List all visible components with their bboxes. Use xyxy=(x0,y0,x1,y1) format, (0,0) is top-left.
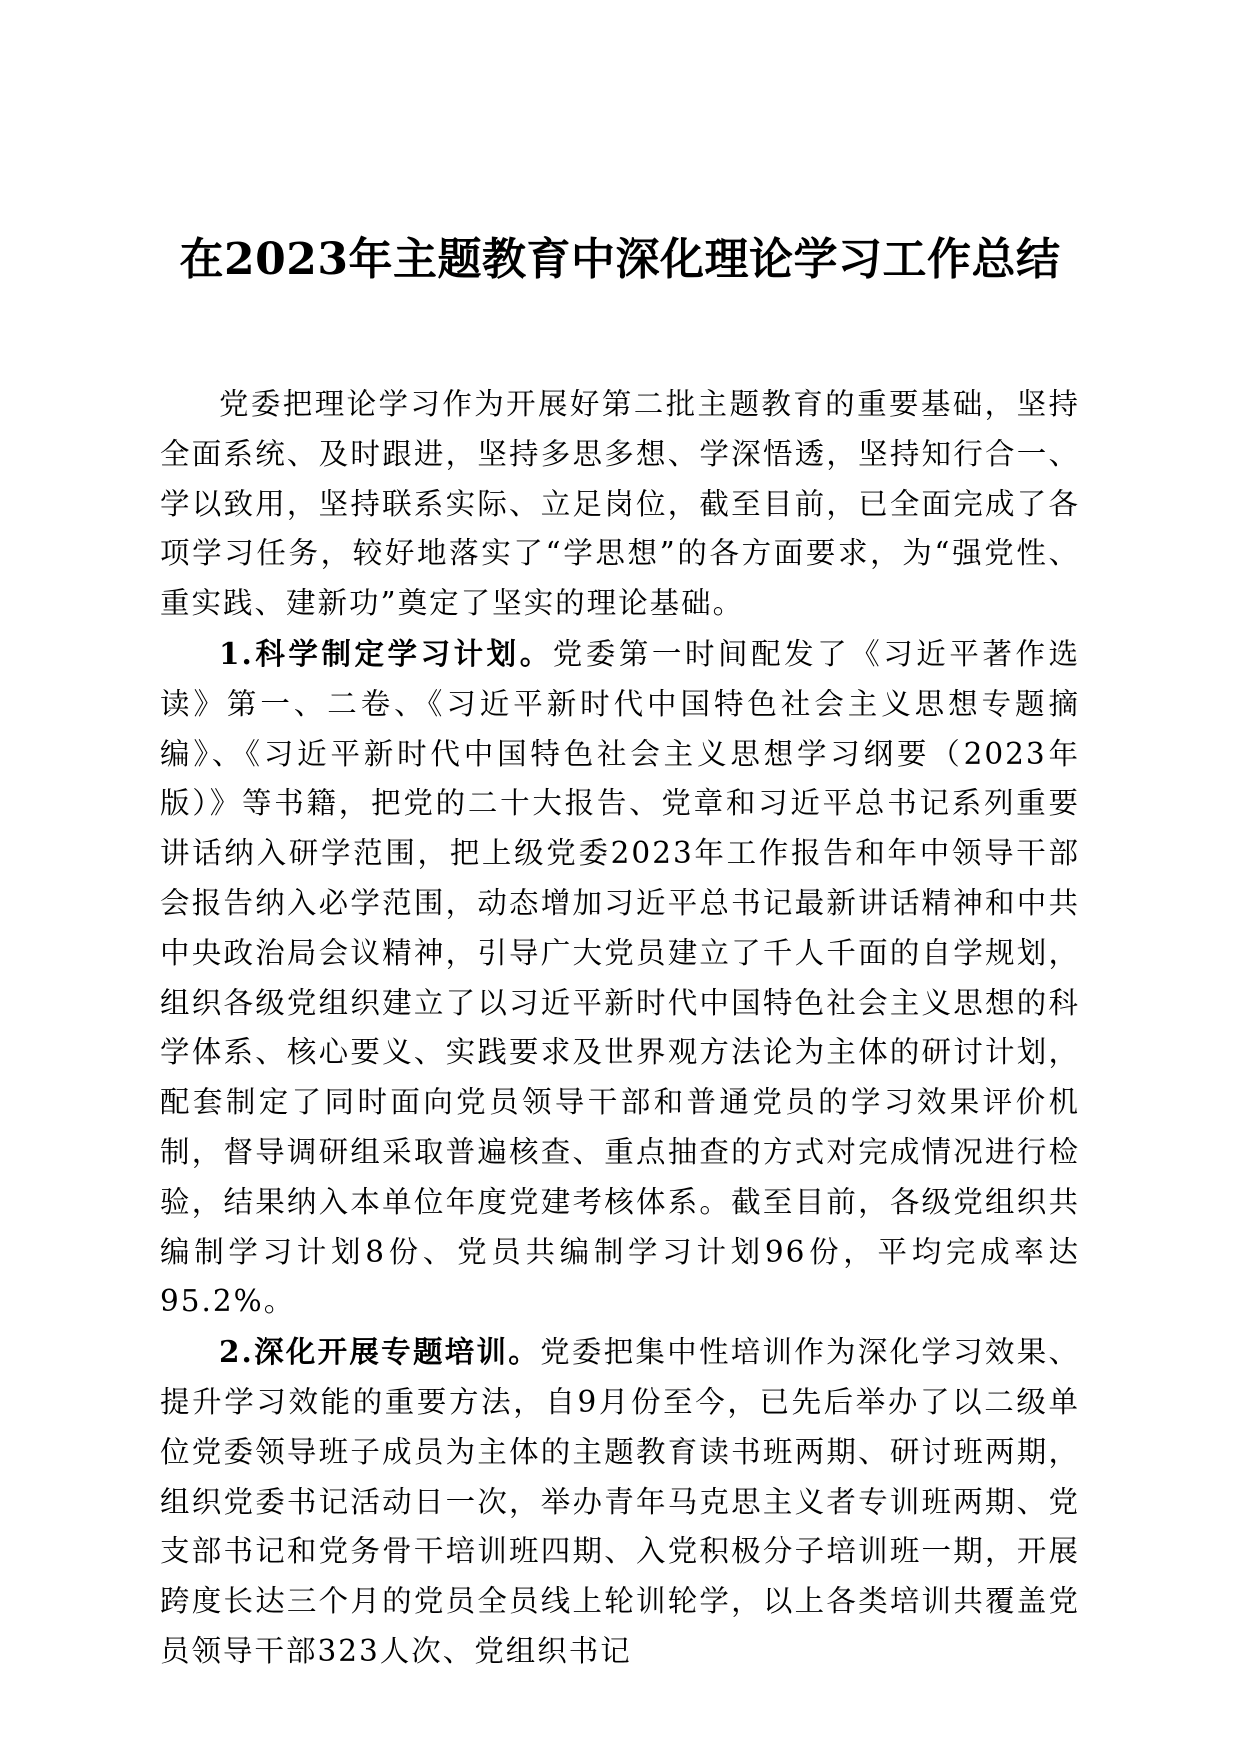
paragraph-1 xyxy=(160,629,1080,1327)
paragraph-intro-text: 党委把理论学习作为开展好第二批主题教育的重要基础，坚持全面系统、及时跟进，坚持多思多想、学深悟透，坚持知行合一、学以致用，坚持联系实际、立足岗位，截至目前，已全面完成了各项学习任务，较好地落实了“学思想”的各方面要求，为“强党性、重实践、建新功”奠定了坚实的理论基础。 xyxy=(160,387,1080,621)
paragraph-1-text: 党委第一时间配发了《习近平著作选读》第一、二卷、《习近平新时代中国特色社会主义思想专题摘编》、《习近平新时代中国特色社会主义思想学习纲要（2023年版）》等书籍，把党的二十大报告、党章和习近平总书记系列重要讲话纳入研学范围，把上级党委2023年工作报告和年中领导干部会报告纳入必学范围，动态增加习近平总书记最新讲话精神和中共中央政治局会议精神，引导广大党员建立了千人千面的自学规划，组织各级党组织建立了以习近平新时代中国特色社会主义思想的科学体系、核心要义、实践要求及世界观方法论为主体的研讨计划，配套制定了同时面向党员领导干部和普通党员的学习效果评价机制，督导调研组采取普遍核查、重点抽查的方式对完成情况进行检验，结果纳入本单位年度党建考核体系。截至目前，各级党组织共编制学习计划8份、党员共编制学习计划96份，平均完成率达95.2%。 xyxy=(160,636,1080,1319)
paragraph-2 xyxy=(160,1327,1080,1677)
document-body xyxy=(160,380,1080,1677)
paragraph-2-heading: 2.深化开展专题培训。 xyxy=(219,1334,541,1370)
paragraph-intro xyxy=(160,380,1080,629)
paragraph-2-text: 党委把集中性培训作为深化学习效果、提升学习效能的重要方法，自9月份至今，已先后举办了以二级单位党委领导班子成员为主体的主题教育读书班两期、研讨班两期，组织党委书记活动日一次，举办青年马克思主义者专训班两期、党支部书记和党务骨干培训班四期、入党积极分子培训班一期，开展跨度长达三个月的党员全员线上轮训轮学，以上各类培训共覆盖党员领导干部323人次、党组织书记 xyxy=(160,1335,1080,1668)
paragraph-1-heading: 1.科学制定学习计划。 xyxy=(219,635,553,671)
document-title: 在2023年主题教育中深化理论学习工作总结 xyxy=(179,234,1061,285)
